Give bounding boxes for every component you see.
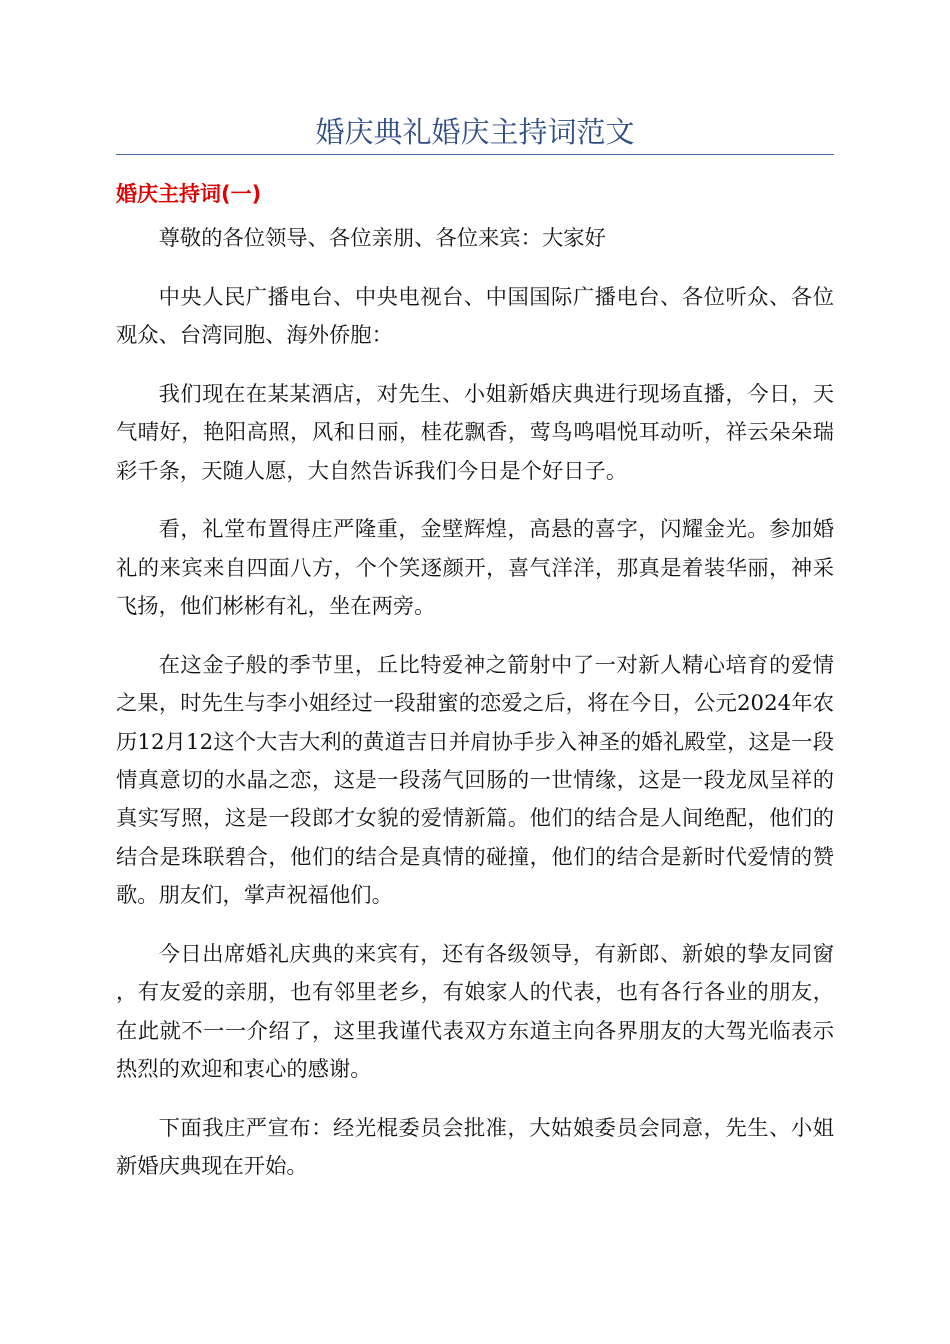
body-paragraph-7: 下面我庄严宣布：经光棍委员会批准，大姑娘委员会同意，先生、小姐新婚庆典现在开始。 xyxy=(116,1115,834,1180)
section-heading: 婚庆主持词(一) xyxy=(116,182,262,206)
body-paragraph-2: 中央人民广播电台、中央电视台、中国国际广播电台、各位听众、各位观众、台湾同胞、海外侨胞： xyxy=(116,284,834,349)
document-title: 婚庆典礼婚庆主持词范文 xyxy=(315,115,635,149)
body-paragraph-4: 看，礼堂布置得庄严隆重，金壁辉煌，高悬的喜字，闪耀金光。参加婚礼的来宾来自四面八方，个个笑逐颜开，喜气洋洋，那真是着装华丽，神采飞扬，他们彬彬有礼，坐在两旁。 xyxy=(116,517,834,620)
body-paragraph-5: 在这金子般的季节里，丘比特爱神之箭射中了一对新人精心培育的爱情之果，时先生与李小姐经过一段甜蜜的恋爱之后，将在今日，公元2024年农历12月12这个大吉大利的黄道吉日并肩协手步入神圣的婚礼殿堂，这是一段情真意切的水晶之恋，这是一段荡气回肠的一世情缘，这是一段龙凤呈祥的真实写照，这是一段郎才女貌的爱情新篇。他们的结合是人间绝配，他们的结合是珠联碧合，他们的结合是真情的碰撞，他们的结合是新时代爱情的赞歌。朋友们，掌声祝福他们。 xyxy=(116,652,834,909)
document-body xyxy=(116,220,834,1207)
title-underline-rule xyxy=(116,154,834,155)
body-paragraph-1: 尊敬的各位领导、各位亲朋、各位来宾：大家好 xyxy=(158,226,606,251)
body-paragraph-6: 今日出席婚礼庆典的来宾有，还有各级领导，有新郎、新娘的挚友同窗，有友爱的亲朋，也有邻里老乡，有娘家人的代表，也有各行各业的朋友，在此就不一一介绍了，这里我谨代表双方东道主向各界朋友的大驾光临表示热烈的欢迎和衷心的感谢。 xyxy=(116,941,834,1083)
body-paragraph-3: 我们现在在某某酒店，对先生、小姐新婚庆典进行现场直播，今日，天气晴好，艳阳高照，风和日丽，桂花飘香，莺鸟鸣唱悦耳动听，祥云朵朵瑞彩千条，天随人愿，大自然告诉我们今日是个好日子。 xyxy=(116,381,834,484)
